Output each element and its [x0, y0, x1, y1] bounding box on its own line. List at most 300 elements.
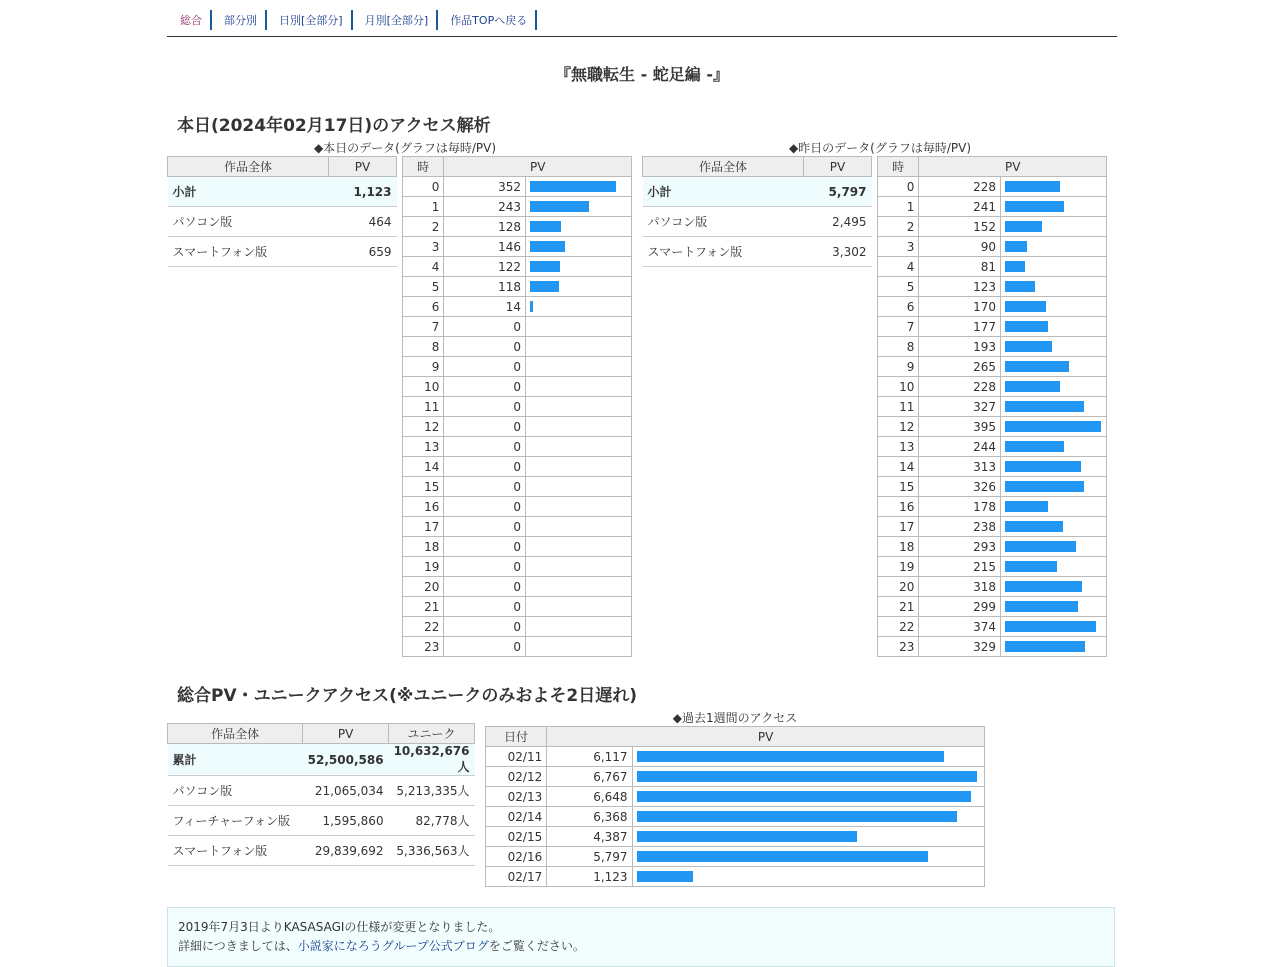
hour-row	[878, 237, 1107, 257]
hour-pv: 0	[444, 617, 526, 637]
hour-bar	[1005, 461, 1081, 472]
week-table	[485, 726, 985, 887]
hour-row	[403, 497, 632, 517]
row-label: パソコン版	[168, 207, 329, 237]
hour-graph-cell	[1001, 217, 1107, 237]
hour-pv: 118	[444, 277, 526, 297]
hour-pv: 123	[919, 277, 1001, 297]
hour-graph-cell	[526, 617, 632, 637]
col-header: PV	[547, 727, 985, 747]
hour-graph-cell	[526, 277, 632, 297]
col-header: PV	[329, 157, 397, 177]
hour-label: 18	[878, 537, 919, 557]
hour-row	[878, 437, 1107, 457]
hour-pv: 243	[444, 197, 526, 217]
hour-label: 14	[403, 457, 444, 477]
week-row	[486, 867, 985, 887]
hour-pv: 238	[919, 517, 1001, 537]
col-header: PV	[804, 157, 872, 177]
hour-graph-cell	[1001, 617, 1107, 637]
hour-graph-cell	[526, 257, 632, 277]
hour-graph-cell	[1001, 317, 1107, 337]
hour-pv: 14	[444, 297, 526, 317]
hour-label: 6	[403, 297, 444, 317]
hour-graph-cell	[1001, 517, 1107, 537]
hour-label: 14	[878, 457, 919, 477]
row-pv: 29,839,692	[303, 836, 389, 866]
hour-label: 12	[878, 417, 919, 437]
total-section-title: 総合PV・ユニークアクセス(※ユニークのみおよそ2日遅れ)	[177, 686, 637, 706]
hour-label: 4	[403, 257, 444, 277]
hour-row	[403, 177, 632, 197]
hour-bar	[530, 261, 560, 272]
hour-pv: 241	[919, 197, 1001, 217]
hour-row	[878, 537, 1107, 557]
hour-pv: 228	[919, 377, 1001, 397]
hour-label: 0	[403, 177, 444, 197]
week-date: 02/13	[486, 787, 547, 807]
row-label: 累計	[168, 744, 303, 776]
row-unique: 10,632,676人	[389, 744, 475, 776]
table-row	[168, 806, 475, 836]
hour-row	[403, 357, 632, 377]
hour-row	[878, 577, 1107, 597]
table-row	[168, 177, 397, 207]
yesterday-caption: ◆昨日のデータ(グラフは毎時/PV)	[788, 141, 972, 155]
week-date: 02/14	[486, 807, 547, 827]
hour-row	[878, 497, 1107, 517]
hour-bar	[1005, 481, 1084, 492]
hour-label: 11	[403, 397, 444, 417]
hour-graph-cell	[1001, 597, 1107, 617]
row-label: 小計	[643, 177, 804, 207]
week-graph-cell	[632, 827, 984, 847]
hour-pv: 215	[919, 557, 1001, 577]
week-caption: ◆過去1週間のアクセス	[672, 711, 798, 725]
hour-row	[403, 337, 632, 357]
row-unique: 5,336,563人	[389, 836, 475, 866]
hour-row	[403, 617, 632, 637]
hour-label: 2	[878, 217, 919, 237]
today-summary-table	[167, 156, 397, 267]
hour-label: 8	[878, 337, 919, 357]
hour-label: 1	[403, 197, 444, 217]
week-pv: 6,767	[547, 767, 632, 787]
hour-graph-cell	[1001, 557, 1107, 577]
hour-row	[403, 197, 632, 217]
hour-label: 7	[403, 317, 444, 337]
hour-row	[403, 257, 632, 277]
hour-label: 10	[403, 377, 444, 397]
hour-bar	[1005, 401, 1084, 412]
hour-pv: 0	[444, 457, 526, 477]
hour-label: 22	[878, 617, 919, 637]
yesterday-summary-table	[642, 156, 872, 267]
hour-row	[878, 517, 1107, 537]
hour-graph-cell	[526, 197, 632, 217]
hour-label: 20	[403, 577, 444, 597]
hour-label: 21	[403, 597, 444, 617]
hour-row	[403, 437, 632, 457]
hour-bar	[530, 201, 589, 212]
hour-row	[878, 557, 1107, 577]
week-bar	[637, 811, 957, 822]
hour-label: 23	[403, 637, 444, 657]
hour-pv: 395	[919, 417, 1001, 437]
hour-pv: 326	[919, 477, 1001, 497]
hour-label: 13	[403, 437, 444, 457]
week-date: 02/12	[486, 767, 547, 787]
hour-row	[403, 517, 632, 537]
row-label: 小計	[168, 177, 329, 207]
hour-bar	[1005, 541, 1076, 552]
hour-label: 1	[878, 197, 919, 217]
hour-bar	[1005, 641, 1085, 652]
hour-pv: 0	[444, 497, 526, 517]
hour-label: 9	[403, 357, 444, 377]
week-date: 02/16	[486, 847, 547, 867]
hour-label: 5	[403, 277, 444, 297]
hour-graph-cell	[526, 397, 632, 417]
hour-row	[878, 377, 1107, 397]
hour-bar	[530, 221, 561, 232]
week-date: 02/17	[486, 867, 547, 887]
hour-graph-cell	[1001, 357, 1107, 377]
hour-pv: 0	[444, 597, 526, 617]
hour-pv: 0	[444, 557, 526, 577]
top-nav	[167, 10, 537, 34]
hour-row	[403, 577, 632, 597]
hour-graph-cell	[526, 497, 632, 517]
hour-row	[878, 637, 1107, 657]
nav-divider	[167, 36, 1117, 37]
hour-pv: 146	[444, 237, 526, 257]
hour-bar	[1005, 201, 1064, 212]
hour-bar	[530, 281, 559, 292]
hour-graph-cell	[1001, 477, 1107, 497]
week-row	[486, 747, 985, 767]
nav-back-to-work[interactable]: 作品TOPへ戻る	[438, 10, 537, 30]
hour-graph-cell	[1001, 637, 1107, 657]
hour-graph-cell	[526, 537, 632, 557]
notice-line-1: 2019年7月3日よりKASASAGIの仕様が変更となりました。	[178, 920, 501, 934]
week-bar	[637, 871, 693, 882]
hour-label: 17	[403, 517, 444, 537]
hour-pv: 0	[444, 577, 526, 597]
hour-graph-cell	[526, 637, 632, 657]
row-label: スマートフォン版	[168, 836, 303, 866]
hour-graph-cell	[526, 437, 632, 457]
hour-pv: 128	[444, 217, 526, 237]
week-pv: 1,123	[547, 867, 632, 887]
week-pv: 4,387	[547, 827, 632, 847]
hour-pv: 293	[919, 537, 1001, 557]
hour-row	[403, 557, 632, 577]
hour-bar	[1005, 421, 1101, 432]
hour-row	[878, 297, 1107, 317]
hour-row	[878, 597, 1107, 617]
row-label: スマートフォン版	[168, 237, 329, 267]
hour-bar	[1005, 261, 1025, 272]
hour-row	[403, 597, 632, 617]
hour-row	[878, 397, 1107, 417]
hour-bar	[1005, 561, 1057, 572]
hour-graph-cell	[1001, 257, 1107, 277]
hour-label: 16	[403, 497, 444, 517]
week-graph-cell	[632, 807, 984, 827]
hour-row	[878, 317, 1107, 337]
hour-graph-cell	[526, 317, 632, 337]
hour-label: 18	[403, 537, 444, 557]
hour-pv: 0	[444, 477, 526, 497]
table-row	[643, 207, 872, 237]
row-value: 659	[329, 237, 397, 267]
week-bar	[637, 771, 977, 782]
hour-label: 4	[878, 257, 919, 277]
hour-graph-cell	[1001, 277, 1107, 297]
hour-pv: 0	[444, 637, 526, 657]
hour-bar	[1005, 441, 1064, 452]
hour-graph-cell	[526, 237, 632, 257]
hour-pv: 177	[919, 317, 1001, 337]
row-pv: 21,065,034	[303, 776, 389, 806]
hour-pv: 374	[919, 617, 1001, 637]
col-header: PV	[444, 157, 632, 177]
hour-pv: 0	[444, 417, 526, 437]
hour-label: 21	[878, 597, 919, 617]
hour-row	[878, 477, 1107, 497]
hour-label: 16	[878, 497, 919, 517]
notice-line-2	[178, 937, 1104, 956]
hour-pv: 178	[919, 497, 1001, 517]
hour-bar	[1005, 601, 1078, 612]
hour-row	[403, 397, 632, 417]
row-label: フィーチャーフォン版	[168, 806, 303, 836]
week-pv: 5,797	[547, 847, 632, 867]
hour-graph-cell	[526, 417, 632, 437]
hour-graph-cell	[1001, 397, 1107, 417]
hour-row	[403, 237, 632, 257]
row-label: パソコン版	[643, 207, 804, 237]
hour-row	[878, 197, 1107, 217]
hour-pv: 318	[919, 577, 1001, 597]
hour-label: 10	[878, 377, 919, 397]
hour-row	[403, 217, 632, 237]
nav-by-part[interactable]: 部分別	[212, 10, 267, 30]
week-graph-cell	[632, 747, 984, 767]
hour-bar	[1005, 381, 1060, 392]
notice-prefix: 詳細につきましては、	[178, 939, 298, 953]
hour-row	[403, 277, 632, 297]
today-caption: ◆本日のデータ(グラフは毎時/PV)	[313, 141, 497, 155]
hour-graph-cell	[526, 577, 632, 597]
hour-row	[403, 297, 632, 317]
total-summary-table	[167, 723, 475, 866]
hour-bar	[1005, 521, 1063, 532]
hour-label: 3	[403, 237, 444, 257]
hour-graph-cell	[1001, 457, 1107, 477]
hour-label: 8	[403, 337, 444, 357]
hour-label: 23	[878, 637, 919, 657]
hour-row	[403, 317, 632, 337]
hour-graph-cell	[526, 297, 632, 317]
table-row	[168, 207, 397, 237]
col-header: PV	[303, 724, 389, 744]
week-row	[486, 827, 985, 847]
row-value: 2,495	[804, 207, 872, 237]
hour-graph-cell	[1001, 497, 1107, 517]
hour-bar	[530, 181, 616, 192]
week-pv: 6,368	[547, 807, 632, 827]
table-row	[168, 836, 475, 866]
nav-daily[interactable]: 日別[全部分]	[267, 10, 353, 30]
week-bar	[637, 751, 944, 762]
hour-pv: 0	[444, 437, 526, 457]
week-date: 02/15	[486, 827, 547, 847]
hour-bar	[1005, 281, 1035, 292]
row-pv: 52,500,586	[303, 744, 389, 776]
col-header: 作品全体	[643, 157, 804, 177]
table-row	[168, 237, 397, 267]
hour-graph-cell	[1001, 377, 1107, 397]
hour-graph-cell	[1001, 537, 1107, 557]
hour-graph-cell	[526, 177, 632, 197]
hour-bar	[530, 241, 565, 252]
hour-bar	[1005, 221, 1042, 232]
hour-row	[403, 637, 632, 657]
blog-link[interactable]: 小説家になろうグループ公式ブログ	[297, 939, 489, 953]
hour-pv: 0	[444, 537, 526, 557]
week-graph-cell	[632, 867, 984, 887]
row-label: パソコン版	[168, 776, 303, 806]
hour-label: 0	[878, 177, 919, 197]
hour-pv: 193	[919, 337, 1001, 357]
col-header: 作品全体	[168, 724, 303, 744]
hour-label: 19	[878, 557, 919, 577]
today-hourly-table	[402, 156, 632, 657]
row-label: スマートフォン版	[643, 237, 804, 267]
hour-bar	[1005, 361, 1069, 372]
hour-graph-cell	[526, 457, 632, 477]
hour-pv: 170	[919, 297, 1001, 317]
hour-row	[878, 177, 1107, 197]
hour-label: 5	[878, 277, 919, 297]
hour-row	[878, 357, 1107, 377]
table-row	[168, 744, 475, 776]
week-row	[486, 767, 985, 787]
today-section-title: 本日(2024年02月17日)のアクセス解析	[177, 116, 491, 136]
hour-label: 6	[878, 297, 919, 317]
col-header: 日付	[486, 727, 547, 747]
week-date: 02/11	[486, 747, 547, 767]
hour-bar	[530, 301, 533, 312]
hour-label: 22	[403, 617, 444, 637]
hour-pv: 0	[444, 337, 526, 357]
hour-pv: 0	[444, 357, 526, 377]
hour-graph-cell	[1001, 417, 1107, 437]
hour-row	[403, 477, 632, 497]
hour-bar	[1005, 301, 1046, 312]
hour-graph-cell	[1001, 437, 1107, 457]
hour-pv: 228	[919, 177, 1001, 197]
week-graph-cell	[632, 847, 984, 867]
col-header: 時	[403, 157, 444, 177]
hour-label: 15	[878, 477, 919, 497]
row-unique: 5,213,335人	[389, 776, 475, 806]
table-row	[168, 776, 475, 806]
hour-bar	[1005, 501, 1048, 512]
hour-row	[878, 617, 1107, 637]
hour-graph-cell	[526, 357, 632, 377]
hour-bar	[1005, 621, 1096, 632]
hour-row	[878, 337, 1107, 357]
hour-row	[878, 457, 1107, 477]
hour-bar	[1005, 181, 1060, 192]
hour-graph-cell	[1001, 197, 1107, 217]
hour-label: 2	[403, 217, 444, 237]
hour-label: 3	[878, 237, 919, 257]
hour-graph-cell	[526, 217, 632, 237]
hour-graph-cell	[526, 557, 632, 577]
hour-row	[403, 417, 632, 437]
hour-graph-cell	[1001, 297, 1107, 317]
hour-pv: 327	[919, 397, 1001, 417]
hour-pv: 265	[919, 357, 1001, 377]
hour-row	[878, 217, 1107, 237]
hour-pv: 313	[919, 457, 1001, 477]
col-header: 時	[878, 157, 919, 177]
week-bar	[637, 791, 971, 802]
row-value: 3,302	[804, 237, 872, 267]
col-header: PV	[919, 157, 1107, 177]
hour-pv: 299	[919, 597, 1001, 617]
hour-label: 11	[878, 397, 919, 417]
nav-overall[interactable]: 総合	[167, 10, 212, 30]
hour-pv: 90	[919, 237, 1001, 257]
hour-pv: 0	[444, 317, 526, 337]
hour-row	[403, 537, 632, 557]
hour-graph-cell	[526, 477, 632, 497]
hour-graph-cell	[526, 597, 632, 617]
hour-graph-cell	[526, 517, 632, 537]
hour-pv: 0	[444, 397, 526, 417]
hour-pv: 352	[444, 177, 526, 197]
week-pv: 6,117	[547, 747, 632, 767]
hour-row	[878, 257, 1107, 277]
hour-pv: 244	[919, 437, 1001, 457]
hour-label: 7	[878, 317, 919, 337]
row-value: 5,797	[804, 177, 872, 207]
hour-pv: 152	[919, 217, 1001, 237]
notice-box	[167, 907, 1115, 967]
row-unique: 82,778人	[389, 806, 475, 836]
hour-graph-cell	[1001, 237, 1107, 257]
col-header: ユニーク	[389, 724, 475, 744]
hour-pv: 0	[444, 517, 526, 537]
hour-bar	[1005, 341, 1052, 352]
hour-label: 13	[878, 437, 919, 457]
hour-pv: 81	[919, 257, 1001, 277]
hour-graph-cell	[1001, 577, 1107, 597]
week-row	[486, 787, 985, 807]
hour-bar	[1005, 241, 1027, 252]
hour-pv: 329	[919, 637, 1001, 657]
nav-monthly[interactable]: 月別[全部分]	[353, 10, 439, 30]
hour-bar	[1005, 321, 1048, 332]
hour-label: 9	[878, 357, 919, 377]
week-row	[486, 847, 985, 867]
hour-row	[878, 277, 1107, 297]
